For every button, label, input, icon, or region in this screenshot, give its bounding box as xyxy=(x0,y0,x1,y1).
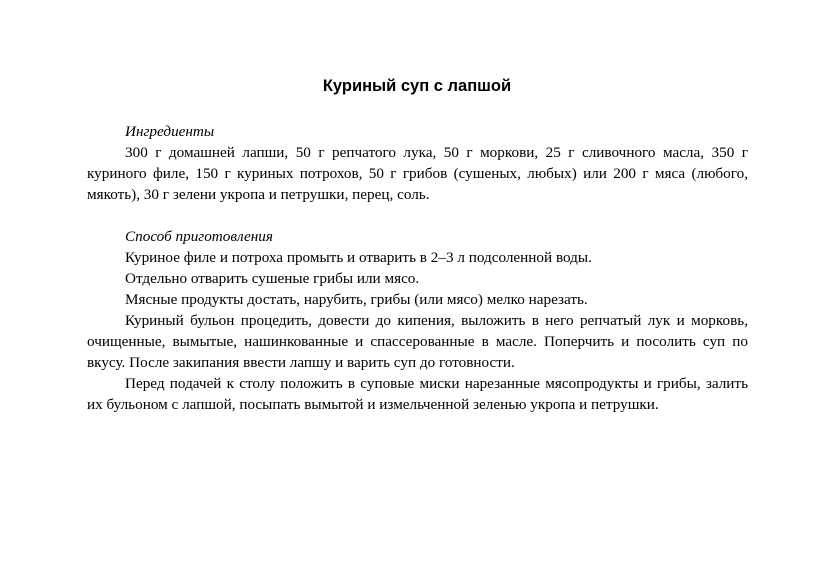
recipe-title: Куриный суп с лапшой xyxy=(322,77,512,95)
method-step-1: Куриное филе и потроха промыть и отварить в 2–3 л подсоленной воды. xyxy=(125,249,592,266)
method-heading: Способ приготовления xyxy=(125,228,273,245)
method-step-5: Перед подачей к столу положить в суповые миски нарезанные мясопродукты и грибы, залить их бульоном с лапшой, посыпать вымытой и измельченной зеленью укропа и петрушки. xyxy=(87,375,748,413)
method-step-2: Отдельно отварить сушеные грибы или мясо. xyxy=(125,270,420,287)
ingredients-text: 300 г домашней лапши, 50 г репчатого лука, 50 г моркови, 25 г сливочного масла, 350 г куриного филе, 150 г куриных потрохов, 50 г грибов (сушеных, любых) или 200 г мяса (любого, мякоть), 30 г зелени укропа и петрушки, перец, соль. xyxy=(87,144,748,203)
ingredients-section xyxy=(87,121,748,205)
method-step-4: Куриный бульон процедить, довести до кипения, выложить в него репчатый лук и морковь, очищенные, вымытые, нашинкованные и спассерованные в масле. Поперчить и посолить суп по вкусу. После закипания ввести лапшу и варить суп до готовности. xyxy=(87,312,748,371)
ingredients-heading: Ингредиенты xyxy=(125,123,215,140)
method-section xyxy=(87,226,748,415)
method-step-3: Мясные продукты достать, нарубить, грибы (или мясо) мелко нарезать. xyxy=(125,291,588,308)
